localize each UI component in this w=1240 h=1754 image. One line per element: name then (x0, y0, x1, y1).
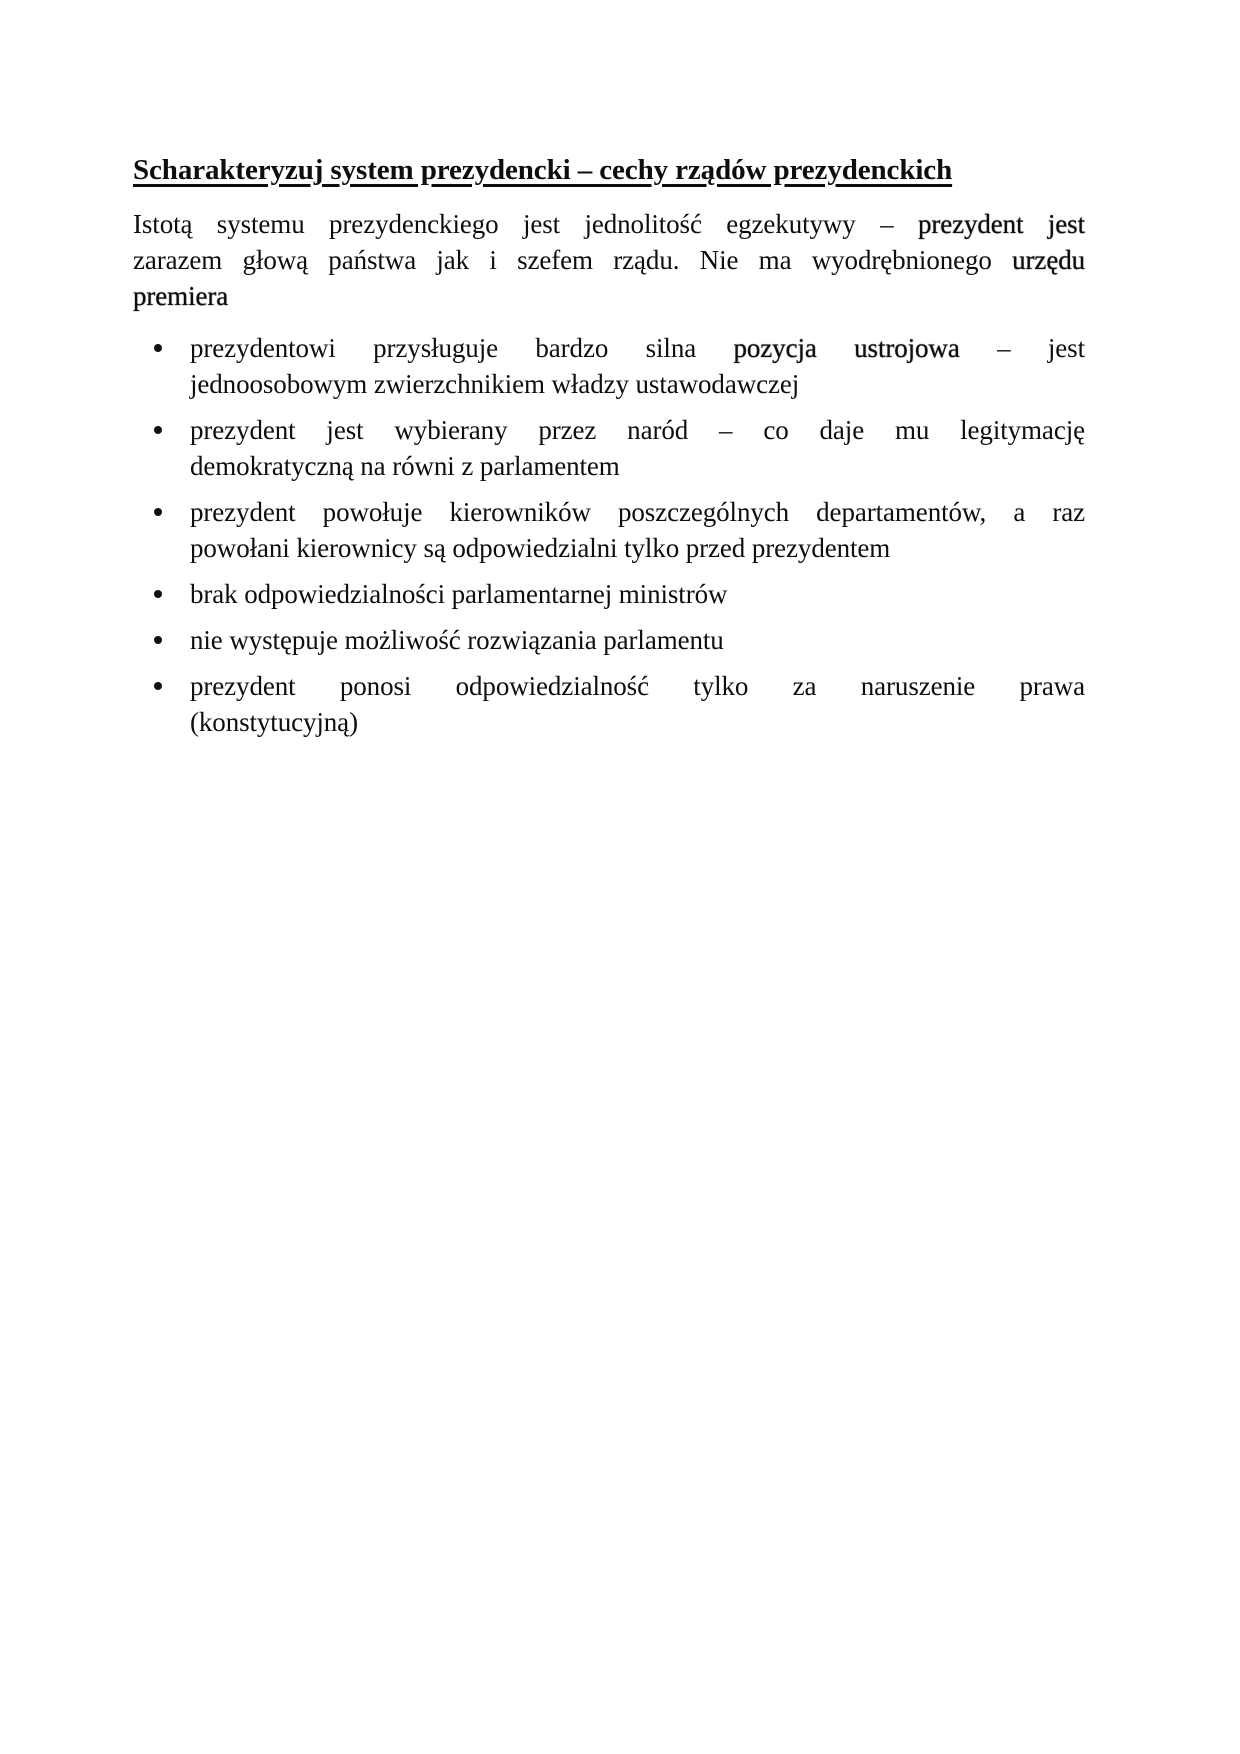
list-item (133, 330, 1085, 402)
bullet-text-segment: – jest (959, 333, 1085, 363)
bullet-text (190, 330, 1085, 402)
list-item (133, 668, 1085, 740)
bullet-text-segment: prezydentowi przysługuje bardzo silna (190, 333, 734, 363)
bullet-line: (konstytucyjną) (190, 707, 358, 737)
bullet-line: jednoosobowym zwierzchnikiem władzy ustawodawczej (190, 369, 800, 399)
bullet-line: prezydent powołuje kierowników poszczególnych departamentów, a raz (190, 497, 1085, 527)
bullet-line: prezydent jest wybierany przez naród – co daje mu legitymację (190, 415, 1085, 445)
bullet-dot-icon (154, 682, 162, 690)
paragraph-line (133, 206, 1085, 242)
bullet-text (190, 576, 1085, 612)
bullet-dot-icon (154, 508, 162, 516)
paragraph-line: premiera (133, 281, 229, 311)
list-item (133, 412, 1085, 484)
bullet-line (190, 330, 1085, 366)
list-item (133, 622, 1085, 658)
list-item (133, 576, 1085, 612)
paragraph-text: Istotą systemu prezydenckiego jest jednolitość egzekutywy – (133, 209, 918, 239)
bullet-dot-icon (154, 344, 162, 352)
bullet-marker (133, 622, 190, 658)
bullet-text (190, 622, 1085, 658)
list-item (133, 494, 1085, 566)
bullet-dot-icon (154, 426, 162, 434)
intro-paragraph (133, 206, 1085, 314)
paragraph-text-emphasis: prezydent jest (917, 209, 1085, 239)
bullet-dot-icon (154, 590, 162, 598)
bullet-text (190, 494, 1085, 566)
bullet-list (133, 330, 1085, 740)
paragraph-line (133, 242, 1085, 278)
bullet-marker (133, 330, 190, 402)
bullet-text (190, 412, 1085, 484)
bullet-line: demokratyczną na równi z parlamentem (190, 451, 620, 481)
bullet-dot-icon (154, 636, 162, 644)
paragraph-text-emphasis: urzędu (1012, 245, 1085, 275)
bullet-text (190, 668, 1085, 740)
paragraph-text: zarazem głową państwa jak i szefem rządu. Nie ma wyodrębnionego (133, 245, 1013, 275)
bullet-text-emphasis: pozycja ustrojowa (733, 333, 960, 363)
bullet-marker (133, 494, 190, 566)
bullet-line: powołani kierownicy są odpowiedzialni tylko przed prezydentem (190, 533, 891, 563)
page-title: Scharakteryzuj system prezydencki – cechy rządów prezydenckich (133, 154, 953, 186)
bullet-line: nie występuje możliwość rozwiązania parlamentu (190, 625, 724, 655)
bullet-marker (133, 668, 190, 740)
bullet-line: brak odpowiedzialności parlamentarnej ministrów (190, 579, 728, 609)
bullet-marker (133, 576, 190, 612)
bullet-line: prezydent ponosi odpowiedzialność tylko za naruszenie prawa (190, 671, 1085, 701)
bullet-marker (133, 412, 190, 484)
